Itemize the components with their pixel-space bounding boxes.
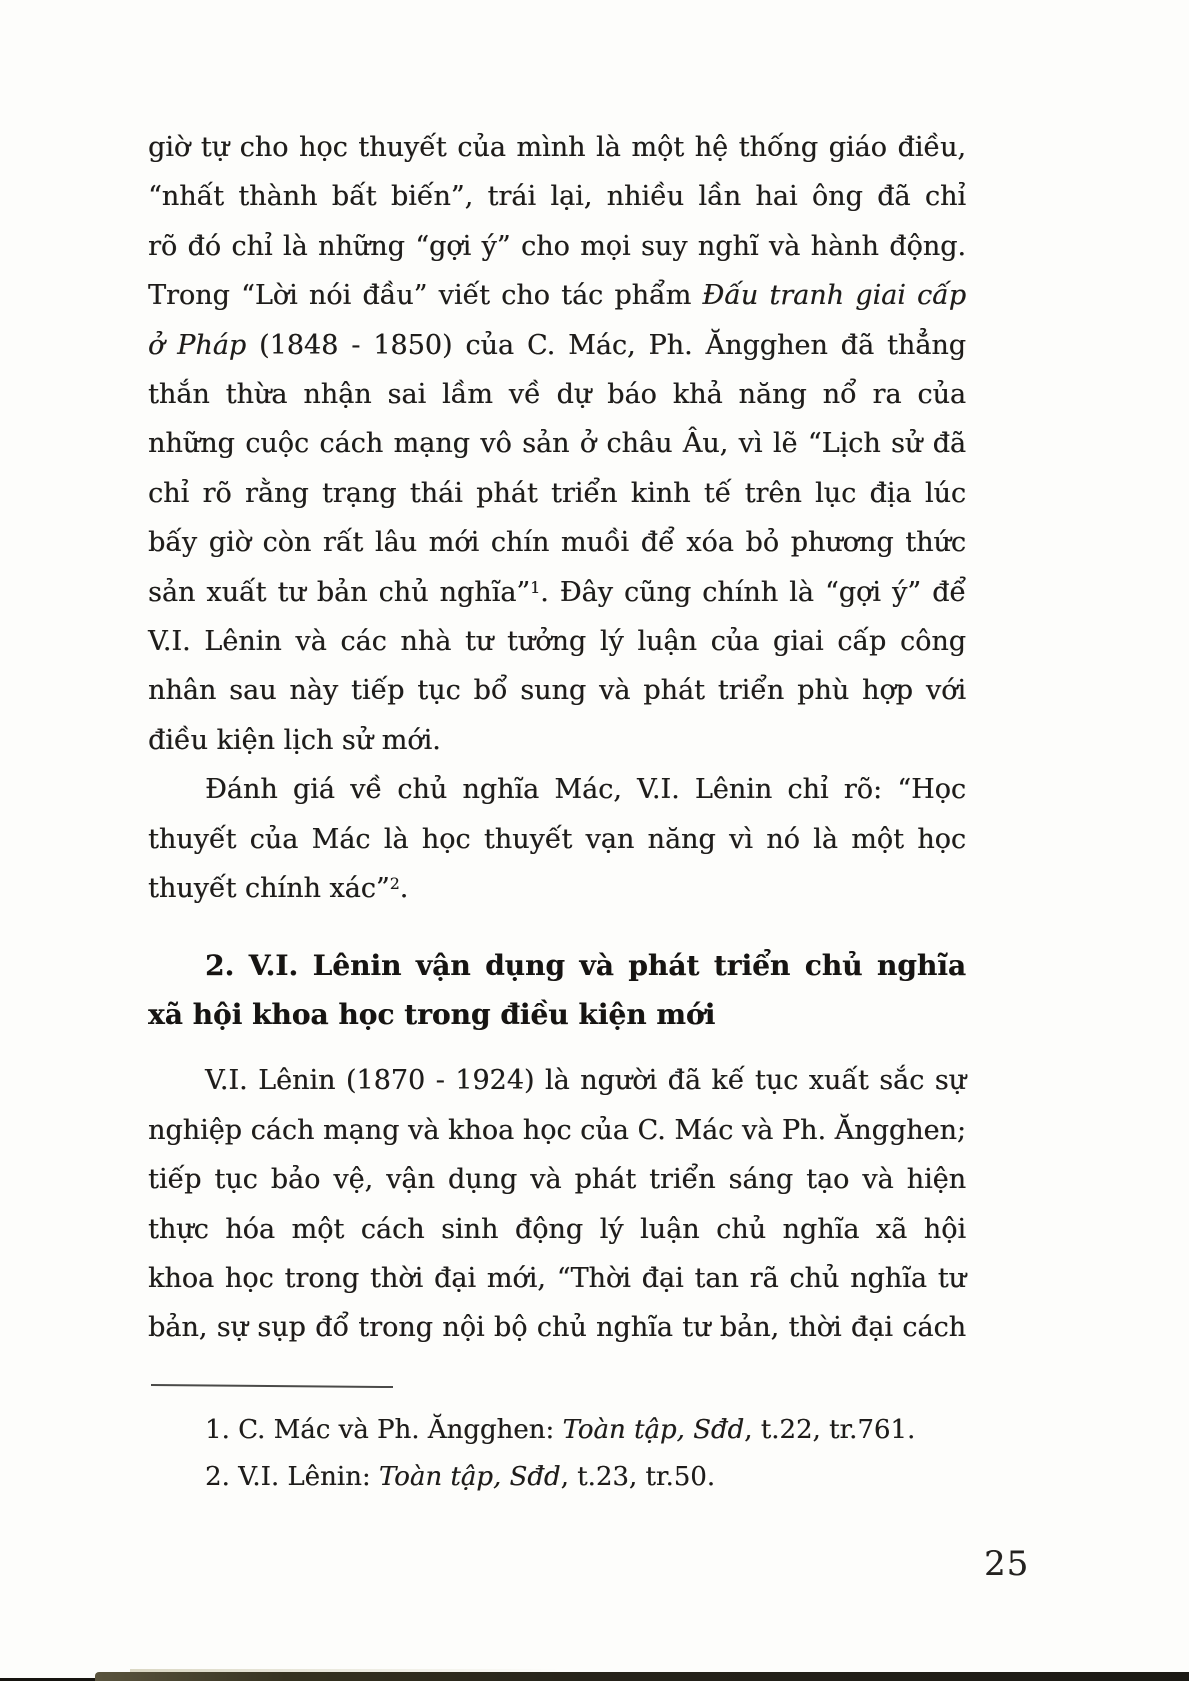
text-line — [148, 568, 966, 617]
text-line — [148, 1155, 966, 1204]
paragraph-1 — [148, 123, 966, 765]
text-segment: thuyết của Mác là học thuyết vạn năng vì nó là một học — [148, 823, 966, 855]
text-segment: 1. C. Mác và Ph. Ăngghen: — [205, 1415, 563, 1445]
text-segment: Toàn tập, Sđd — [378, 1461, 561, 1492]
text-line — [148, 666, 966, 715]
text-line — [148, 1303, 966, 1352]
text-line — [148, 1205, 966, 1254]
footnote-marker: 2 — [389, 874, 400, 894]
text-segment: 2. V.I. Lênin: — [205, 1461, 379, 1492]
text-line — [148, 815, 966, 864]
text-segment: rõ đó chỉ là những “gợi ý” cho mọi suy nghĩ và hành động. — [148, 230, 966, 262]
text-line — [148, 123, 966, 172]
text-segment: xã hội khoa học trong điều kiện mới — [148, 997, 716, 1031]
text-segment: Trong “Lời nói đầu” viết cho tác phẩm — [148, 280, 703, 312]
text-line — [148, 271, 966, 320]
text-segment: thắn thừa nhận sai lầm về dự báo khả năng nổ ra của — [148, 379, 966, 411]
section-heading — [148, 941, 966, 1040]
text-line — [148, 518, 966, 567]
text-segment: (1848 - 1850) của C. Mác, Ph. Ăngghen đã thẳng — [246, 329, 966, 361]
text-segment: V.I. Lênin (1870 - 1924) là người đã kế tục xuất sắc sự — [205, 1065, 966, 1097]
footnote-separator-rule — [151, 1384, 393, 1388]
text-line — [148, 1106, 966, 1155]
page-number: 25 — [984, 1544, 1030, 1584]
text-line — [148, 172, 966, 221]
text-line — [148, 222, 966, 271]
text-line — [148, 864, 966, 913]
text-line — [148, 1056, 966, 1105]
text-line — [148, 1254, 966, 1303]
text-segment: thực hóa một cách sinh động lý luận chủ nghĩa xã hội — [148, 1213, 966, 1245]
scan-edge-artifact — [95, 1672, 1189, 1681]
body-text-block — [148, 123, 966, 1353]
text-segment: . — [399, 873, 409, 905]
text-segment: bấy giờ còn rất lâu mới chín muồi để xóa bỏ phương thức — [148, 527, 966, 559]
text-segment: Đánh giá về chủ nghĩa Mác, V.I. Lênin chỉ rõ: “Học — [205, 774, 966, 806]
text-segment: chỉ rõ rằng trạng thái phát triển kinh tế trên lục địa lúc — [148, 477, 966, 509]
text-line — [148, 419, 966, 468]
text-segment: điều kiện lịch sử mới. — [148, 724, 441, 756]
paragraph-3 — [148, 1056, 966, 1352]
footnotes-block — [148, 1407, 966, 1500]
text-segment: 2. V.I. Lênin vận dụng và phát triển chủ nghĩa — [205, 948, 966, 982]
text-segment: , t.22, tr.761. — [744, 1415, 916, 1445]
text-segment: , t.23, tr.50. — [560, 1461, 716, 1492]
text-segment: Toàn tập, Sđd — [562, 1415, 745, 1445]
text-segment: bản, sự sụp đổ trong nội bộ chủ nghĩa tư bản, thời đại cách — [148, 1312, 966, 1344]
text-segment: giờ tự cho học thuyết của mình là một hệ thống giáo điều, — [148, 132, 966, 163]
footnote-2 — [148, 1454, 966, 1501]
text-segment: những cuộc cách mạng vô sản ở châu Âu, vì lẽ “Lịch sử đã — [148, 428, 966, 460]
text-line — [148, 990, 966, 1039]
text-line — [148, 1454, 966, 1501]
text-segment: thuyết chính xác” — [148, 873, 390, 905]
text-segment: Đấu tranh giai cấp — [702, 280, 966, 312]
text-line — [148, 370, 966, 419]
text-line — [148, 617, 966, 666]
text-line — [148, 321, 966, 370]
footnote-marker: 1 — [530, 577, 541, 597]
text-line — [148, 941, 966, 990]
text-line — [148, 469, 966, 518]
footnote-1 — [148, 1407, 966, 1454]
text-segment: nghiệp cách mạng và khoa học của C. Mác và Ph. Ăngghen; — [148, 1114, 966, 1146]
text-segment: “nhất thành bất biến”, trái lại, nhiều lần hai ông đã chỉ — [148, 181, 966, 213]
text-segment: nhân sau này tiếp tục bổ sung và phát triển phù hợp với — [148, 675, 966, 707]
text-segment: tiếp tục bảo vệ, vận dụng và phát triển sáng tạo và hiện — [148, 1164, 966, 1196]
text-segment: V.I. Lênin và các nhà tư tưởng lý luận của giai cấp công — [148, 626, 966, 658]
text-line — [148, 716, 966, 765]
text-segment: khoa học trong thời đại mới, “Thời đại tan rã chủ nghĩa tư — [148, 1262, 966, 1294]
text-segment: sản xuất tư bản chủ nghĩa” — [148, 576, 531, 608]
text-segment: . Đây cũng chính là “gợi ý” để — [540, 576, 966, 608]
paragraph-2 — [148, 765, 966, 913]
text-line — [148, 765, 966, 814]
text-line — [148, 1407, 966, 1454]
text-segment: ở Pháp — [148, 329, 247, 361]
